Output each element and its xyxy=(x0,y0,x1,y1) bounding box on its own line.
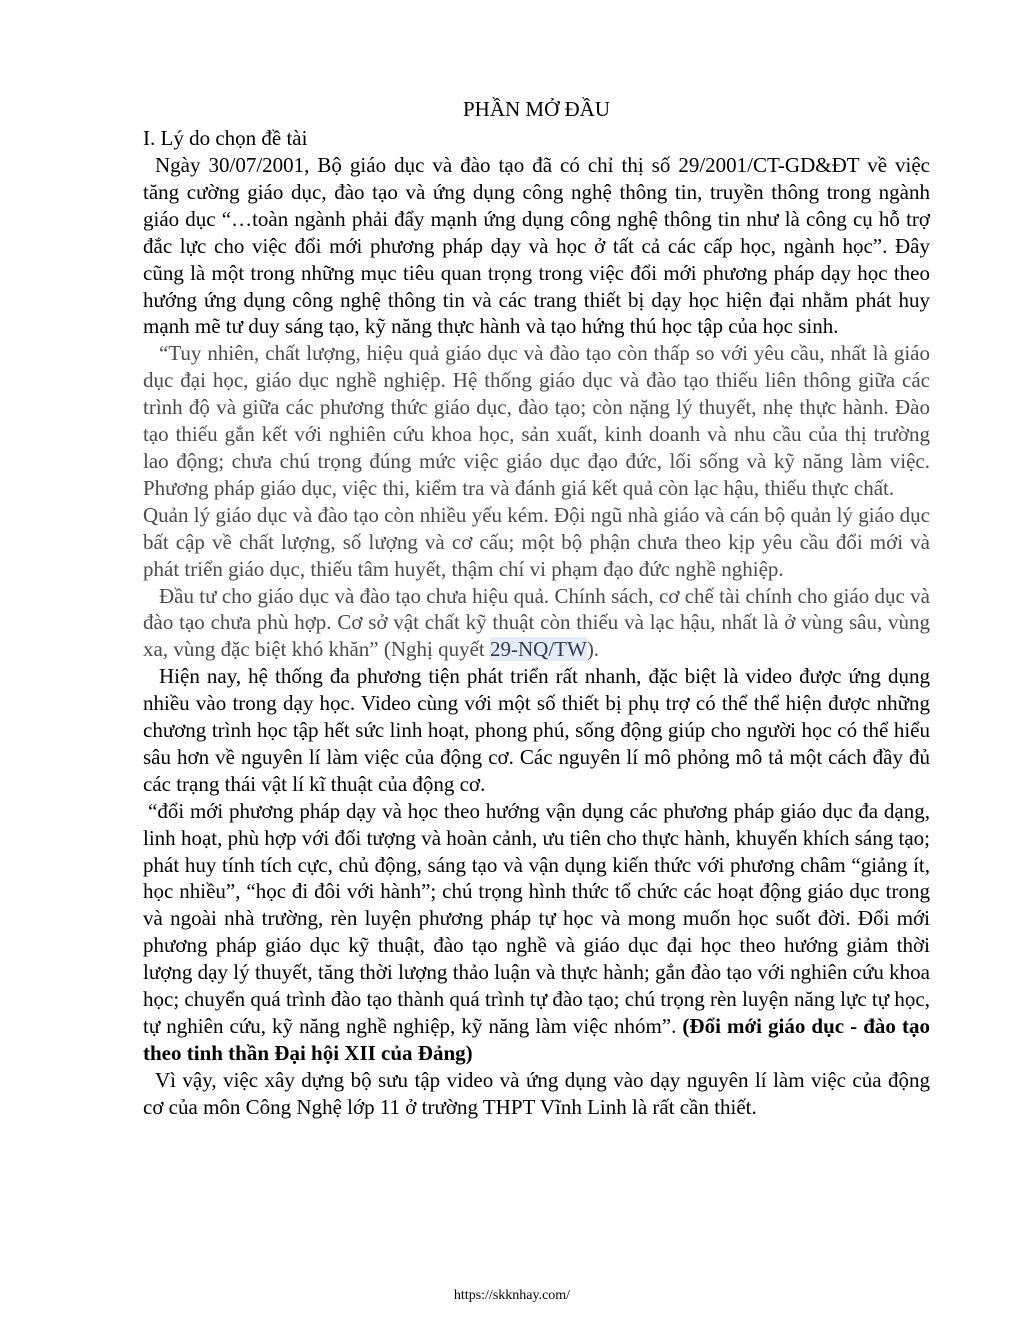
resolution-reference-link[interactable]: 29-NQ/TW xyxy=(490,637,587,662)
page-title: PHẦN MỞ ĐẦU xyxy=(462,97,610,121)
innovation-source: (Đổi mới giáo dục - đào tạo theo tinh thần Đại hội XII của Đảng) xyxy=(143,1014,930,1065)
section-heading: I. Lý do chọn đề tài xyxy=(143,126,308,150)
paragraph-conclusion: Vì vậy, việc xây dựng bộ sưu tập video và ứng dụng vào dạy nguyên lí làm việc của động cơ của môn Công Nghệ lớp 11 ở trường THPT Vĩnh Linh là rất cần thiết. xyxy=(143,1067,930,1119)
paragraph-innovation xyxy=(143,798,930,1067)
paragraph-multimedia: Hiện nay, hệ thống đa phương tiện phát triển rất nhanh, đặc biệt là video được ứng dụng nhiều vào trong dạy học. Video cùng với một số thiết bị phụ trợ có thể thể hiện được những chương trình học tập hết sức linh hoạt, phong phú, sống động giúp cho người học có thể hiểu sâu hơn về nguyên lí làm việc của động cơ. Các nguyên lí mô phỏng mô tả một cách đầy đủ các trạng thái vật lí kĩ thuật của động cơ. xyxy=(143,664,930,796)
innovation-text: “đổi mới phương pháp dạy và học theo hướng vận dụng các phương pháp giáo dục đa dạng, linh hoạt, phù hợp với đối tượng và hoàn cảnh, ưu tiên cho thực hành, khuyến khích sáng tạo; phát huy tính tích cực, chủ động, sáng tạo và vận dụng kiến thức với phương châm “giảng ít, học nhiều”, “học đi đôi với hành”; chú trọng hình thức tổ chức các hoạt động giáo dục trong và ngoài nhà trường, rèn luyện phương pháp tự học và mong muốn học suốt đời. Đổi mới phương pháp giáo dục kỹ thuật, đào tạo nghề và giáo dục đại học theo hướng giảm thời lượng dạy lý thuyết, tăng thời lượng thảo luận và thực hành; gắn đào tạo với nghiên cứu khoa học; chuyển quá trình đào tạo thành quá trình tự đào tạo; chú trọng rèn luyện năng lực tự học, tự nghiên cứu, kỹ năng nghề nghiệp, kỹ năng làm việc nhóm”. xyxy=(143,798,930,1038)
paragraph-management: Quản lý giáo dục và đào tạo còn nhiều yếu kém. Đội ngũ nhà giáo và cán bộ quản lý giáo dục bất cập về chất lượng, số lượng và cơ cấu; một bộ phận chưa theo kịp yêu cầu đổi mới và phát triển giáo dục, thiếu tâm huyết, thậm chí vi phạm đạo đức nghề nghiệp. xyxy=(143,502,930,581)
paragraph-directive: Ngày 30/07/2001, Bộ giáo dục và đào tạo đã có chỉ thị số 29/2001/CT-GD&ĐT về việc tăng cường giáo dục, đào tạo và ứng dụng công nghệ thông tin, truyền thông trong ngành giáo dục “…toàn ngành phải đẩy mạnh ứng dụng công nghệ thông tin như là công cụ hỗ trợ đắc lực cho việc đổi mới phương pháp dạy và học ở tất cả các cấp học, ngành học”. Đây cũng là một trong những mục tiêu quan trọng trong việc đổi mới phương pháp dạy học theo hướng ứng dụng công nghệ thông tin và các trang thiết bị dạy học hiện đại nhằm phát huy mạnh mẽ tư duy sáng tạo, kỹ năng thực hành và tạo hứng thú học tập của học sinh. xyxy=(143,153,930,339)
investment-text: Đầu tư cho giáo dục và đào tạo chưa hiệu quả. Chính sách, cơ chế tài chính cho giáo dục và đào tạo chưa phù hợp. Cơ sở vật chất kỹ thuật còn thiếu và lạc hậu, nhất là ở vùng sâu, vùng xa, vùng đặc biệt khó khăn” (Nghị quyết xyxy=(143,583,930,662)
document-page xyxy=(143,96,930,1121)
paragraph-quote-quality: “Tuy nhiên, chất lượng, hiệu quả giáo dục và đào tạo còn thấp so với yêu cầu, nhất là giáo dục đại học, giáo dục nghề nghiệp. Hệ thống giáo dục và đào tạo thiếu liên thông giữa các trình độ và giữa các phương thức giáo dục, đào tạo; còn nặng lý thuyết, nhẹ thực hành. Đào tạo thiếu gắn kết với nghiên cứu khoa học, sản xuất, kinh doanh và nhu cầu của thị trường lao động; chưa chú trọng đúng mức việc giáo dục đạo đức, lối sống và kỹ năng làm việc. Phương pháp giáo dục, việc thi, kiểm tra và đánh giá kết quả còn lạc hậu, thiếu thực chất. xyxy=(143,341,930,500)
footer-url[interactable]: https://skknhay.com/ xyxy=(453,1288,571,1303)
investment-end: ). xyxy=(586,637,600,662)
paragraph-investment xyxy=(143,583,930,664)
